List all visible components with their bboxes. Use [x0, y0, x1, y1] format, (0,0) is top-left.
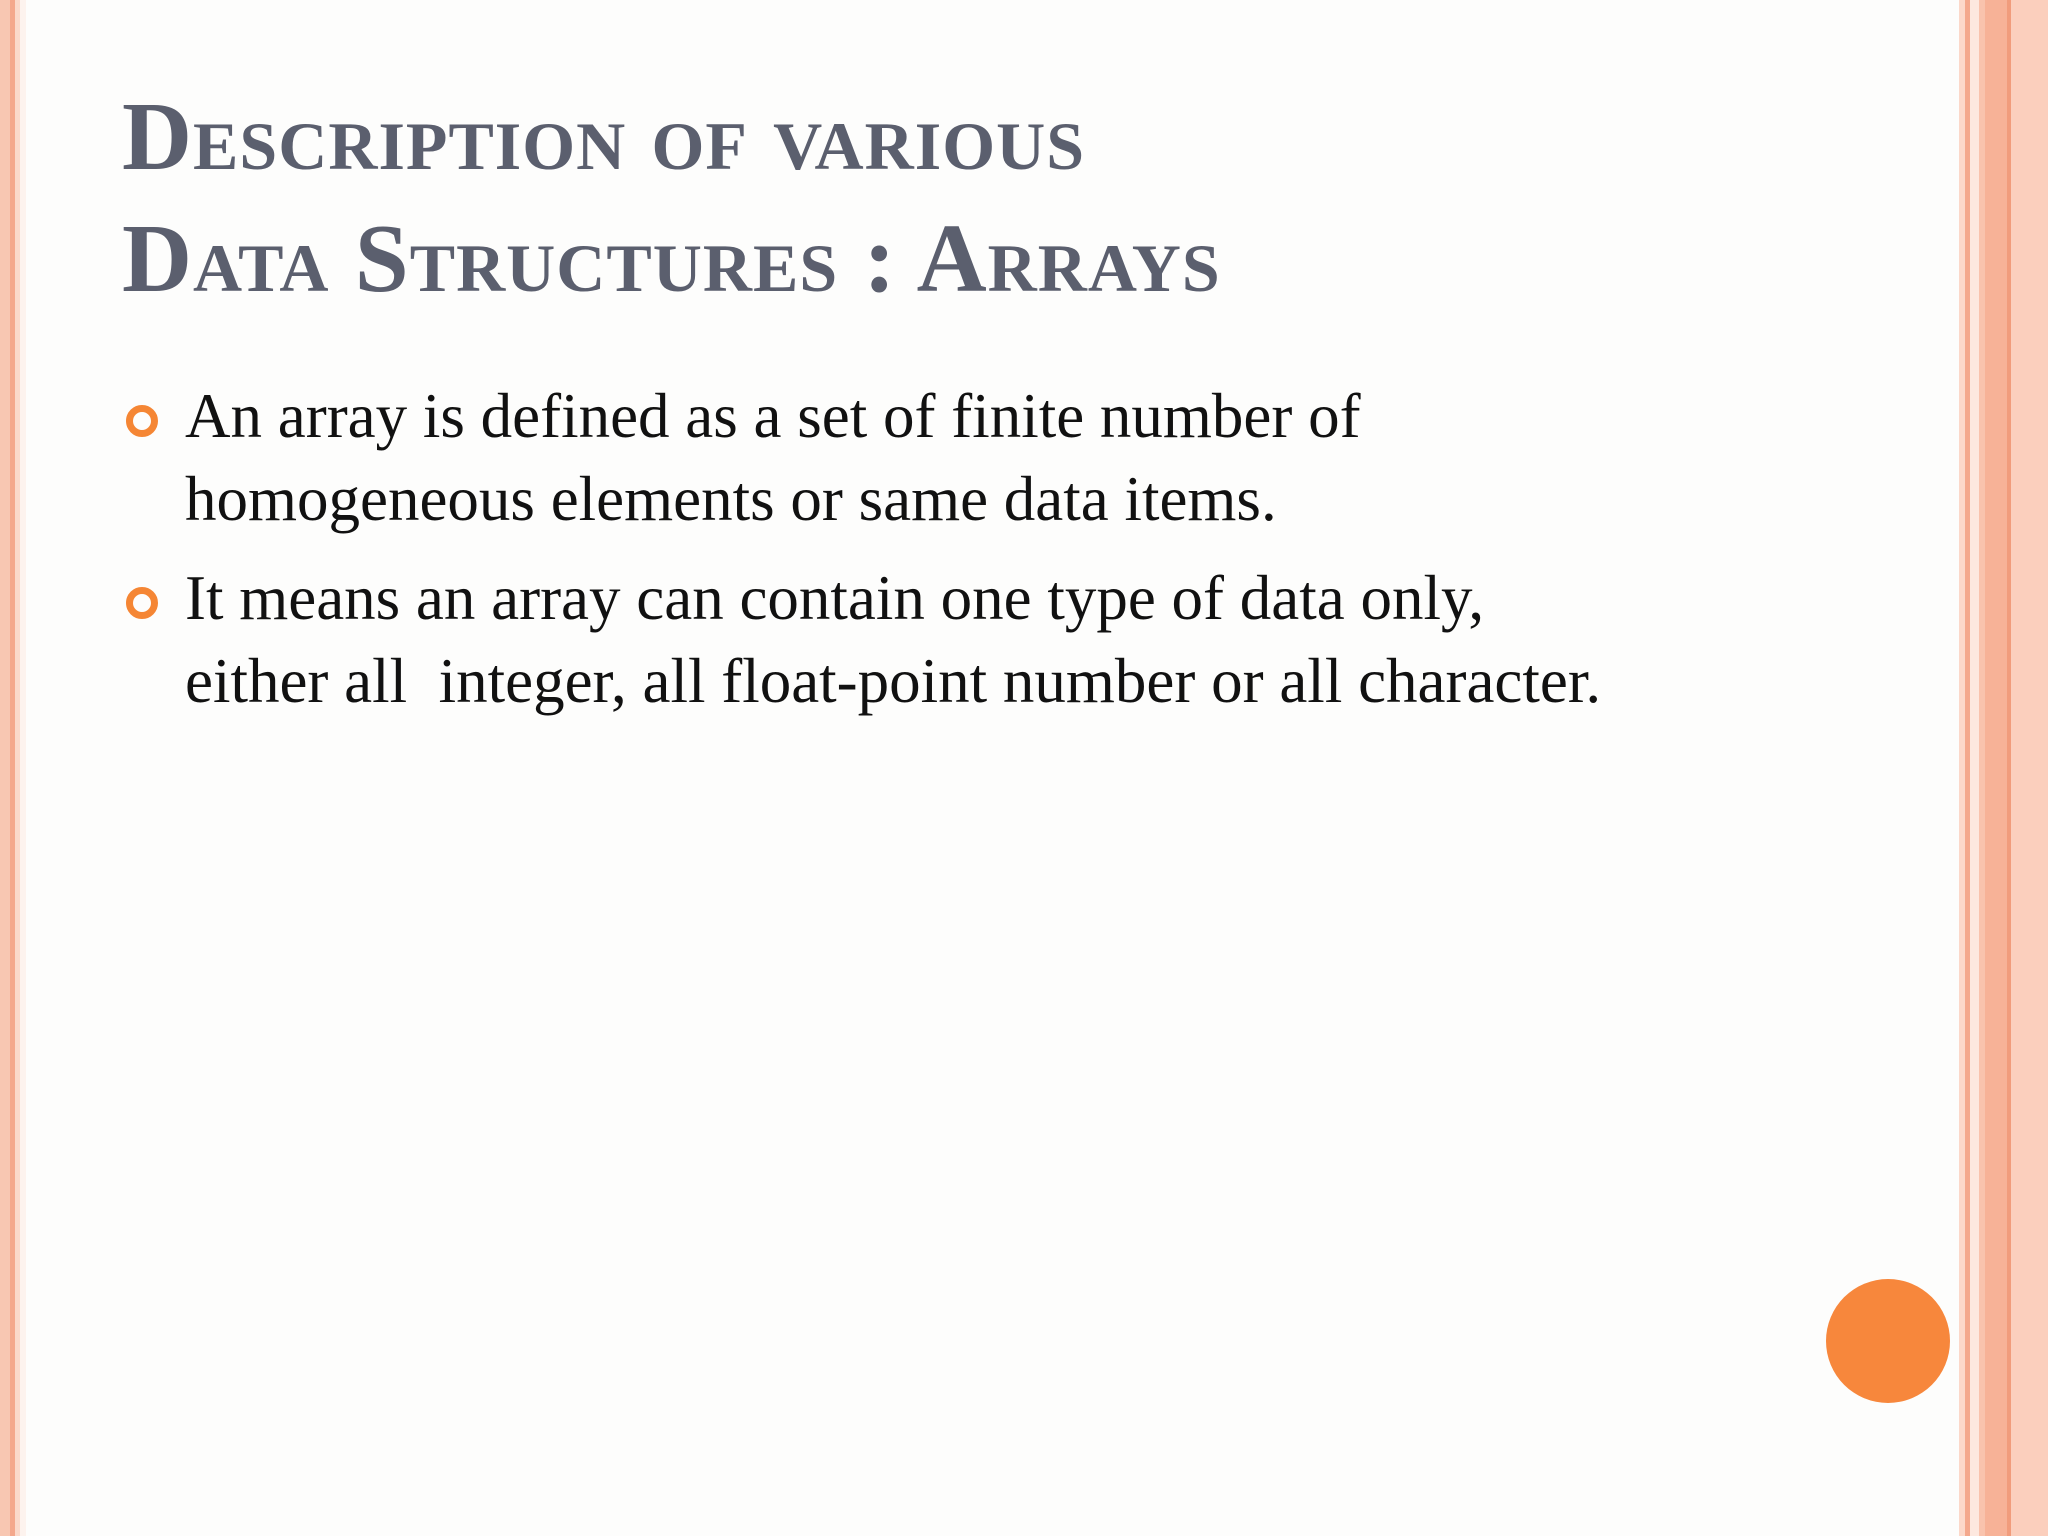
bullet-list — [126, 375, 1766, 739]
hollow-circle-bullet-icon — [126, 587, 158, 619]
bullet-line: either all integer, all float-point number or all character. — [185, 646, 1602, 716]
slide-title — [122, 76, 1221, 320]
slide-title-line-1: Description of various — [122, 83, 1086, 190]
bullet-line: It means an array can contain one type of data only, — [185, 563, 1485, 633]
bullet-item — [126, 557, 1766, 723]
orange-circle-decoration — [1826, 1279, 1950, 1403]
bullet-line: homogeneous elements or same data items. — [185, 464, 1277, 534]
bullet-item — [126, 375, 1766, 541]
bullet-line: An array is defined as a set of finite number of — [185, 381, 1361, 451]
bullet-text — [185, 375, 1766, 541]
hollow-circle-bullet-icon — [126, 405, 158, 437]
left-decorative-border — [0, 0, 26, 1536]
slide-title-line-2: Data Structures : Arrays — [122, 205, 1221, 312]
bullet-text — [185, 557, 1766, 723]
right-decorative-border — [1959, 0, 2048, 1536]
